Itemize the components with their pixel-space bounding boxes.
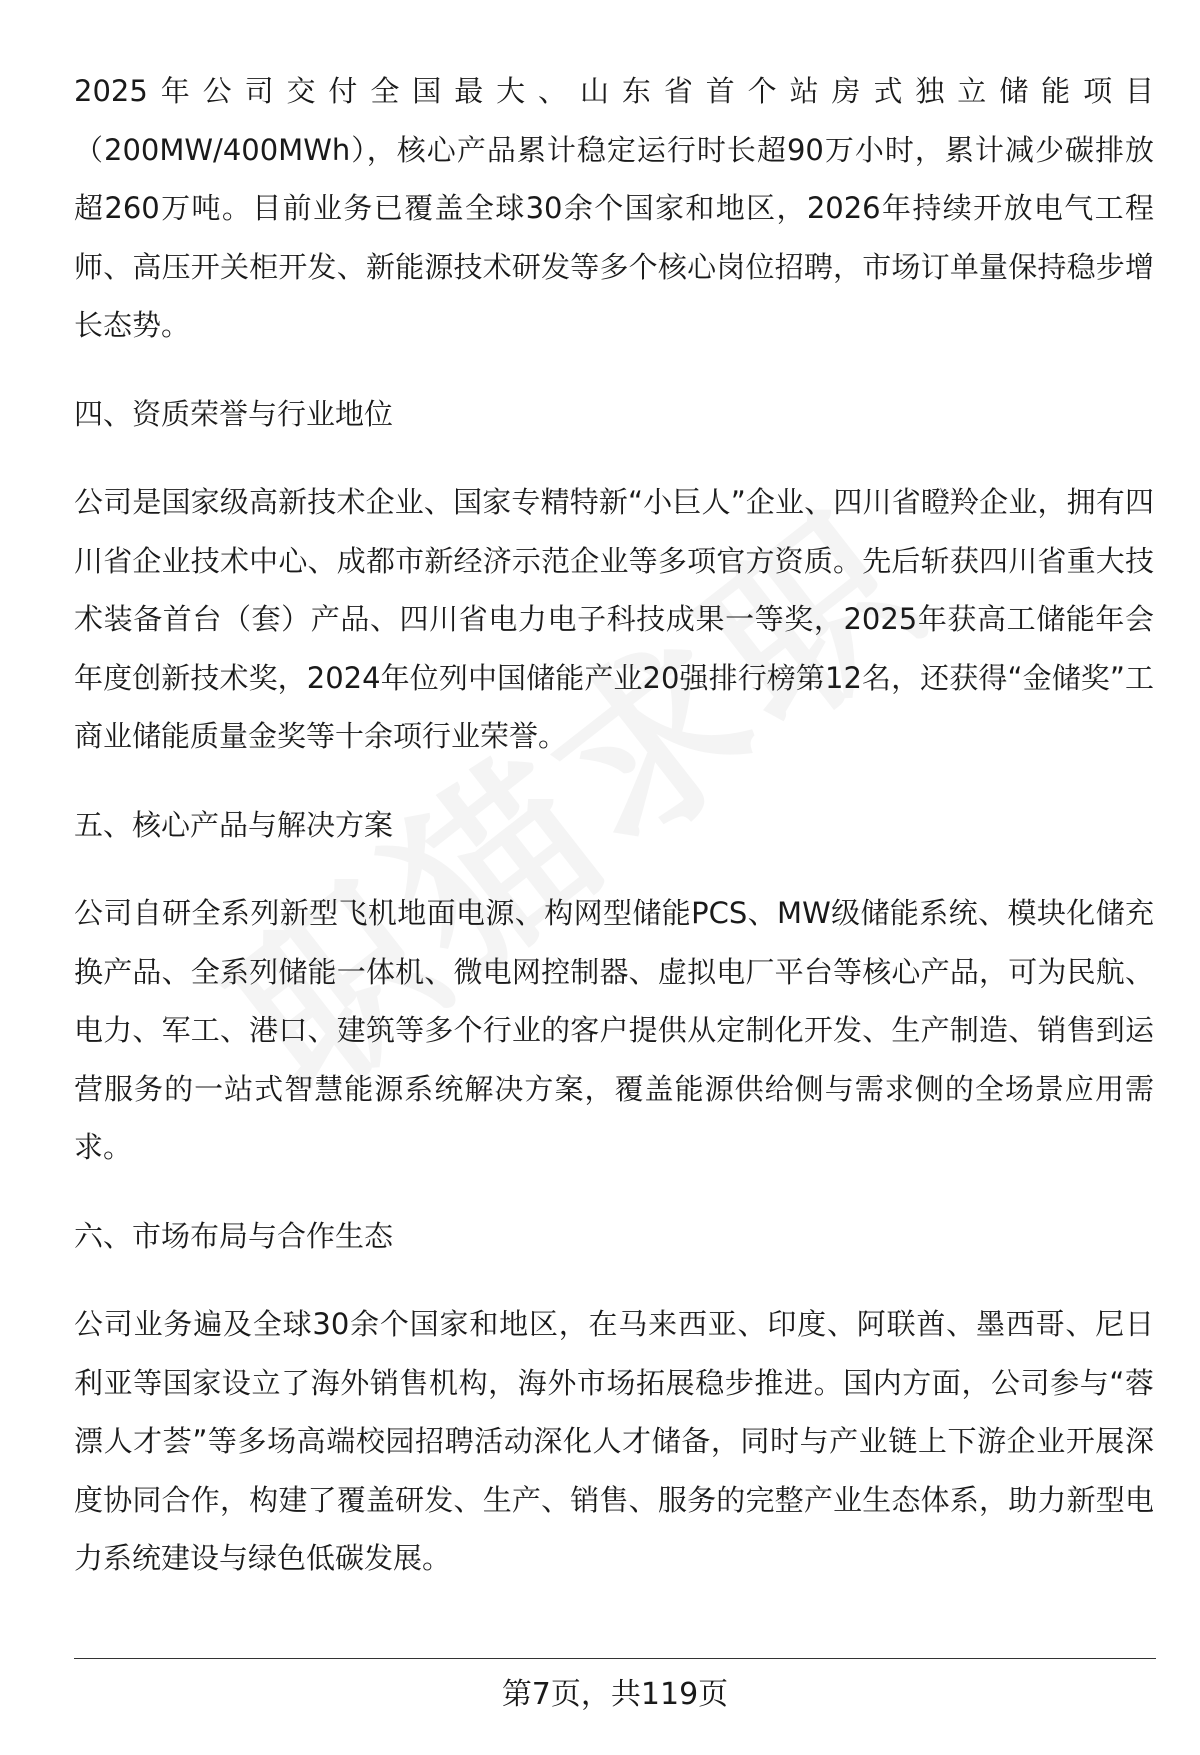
paragraph-market: 公司业务遍及全球30余个国家和地区，在马来西亚、印度、阿联酋、墨西哥、尼日利亚等国家设立了海外销售机构，海外市场拓展稳步推进。国内方面，公司参与“蓉漂人才荟”等多场高端校园招聘活动深化人才储备，同时与产业链上下游企业开展深度协同合作，构建了覆盖研发、生产、销售、服务的完整产业生态体系，助力新型电力系统建设与绿色低碳发展。 [74, 1307, 1154, 1575]
footer-divider [74, 1658, 1156, 1659]
document-body [74, 62, 1154, 1618]
section-heading-qualifications: 四、资质荣誉与行业地位 [74, 396, 394, 431]
paragraph-project-delivery: 2025年公司交付全国最大、山东省首个站房式独立储能项目（200MW/400MWh），核心产品累计稳定运行时长超90万小时，累计减少碳排放超260万吨。目前业务已覆盖全球30余个国家和地区，2026年持续开放电气工程师、高压开关柜开发、新能源技术研发等多个核心岗位招聘，市场订单量保持稳步增长态势。 [74, 74, 1154, 342]
paragraph-qualifications: 公司是国家级高新技术企业、国家专精特新“小巨人”企业、四川省瞪羚企业，拥有四川省企业技术中心、成都市新经济示范企业等多项官方资质。先后斩获四川省重大技术装备首台（套）产品、四川省电力电子科技成果一等奖，2025年获高工储能年会年度创新技术奖，2024年位列中国储能产业20强排行榜第12名，还获得“金储奖”工商业储能质量金奖等十余项行业荣誉。 [74, 485, 1154, 753]
section-heading-market: 六、市场布局与合作生态 [74, 1218, 394, 1253]
section-heading-products: 五、核心产品与解决方案 [74, 807, 394, 842]
paragraph-products: 公司自研全系列新型飞机地面电源、构网型储能PCS、MW级储能系统、模块化储充换产品、全系列储能一体机、微电网控制器、虚拟电厂平台等核心产品，可为民航、电力、军工、港口、建筑等多个行业的客户提供从定制化开发、生产制造、销售到运营服务的一站式智慧能源系统解决方案，覆盖能源供给侧与需求侧的全场景应用需求。 [74, 896, 1154, 1164]
page-number: 第7页，共119页 [501, 1677, 729, 1712]
